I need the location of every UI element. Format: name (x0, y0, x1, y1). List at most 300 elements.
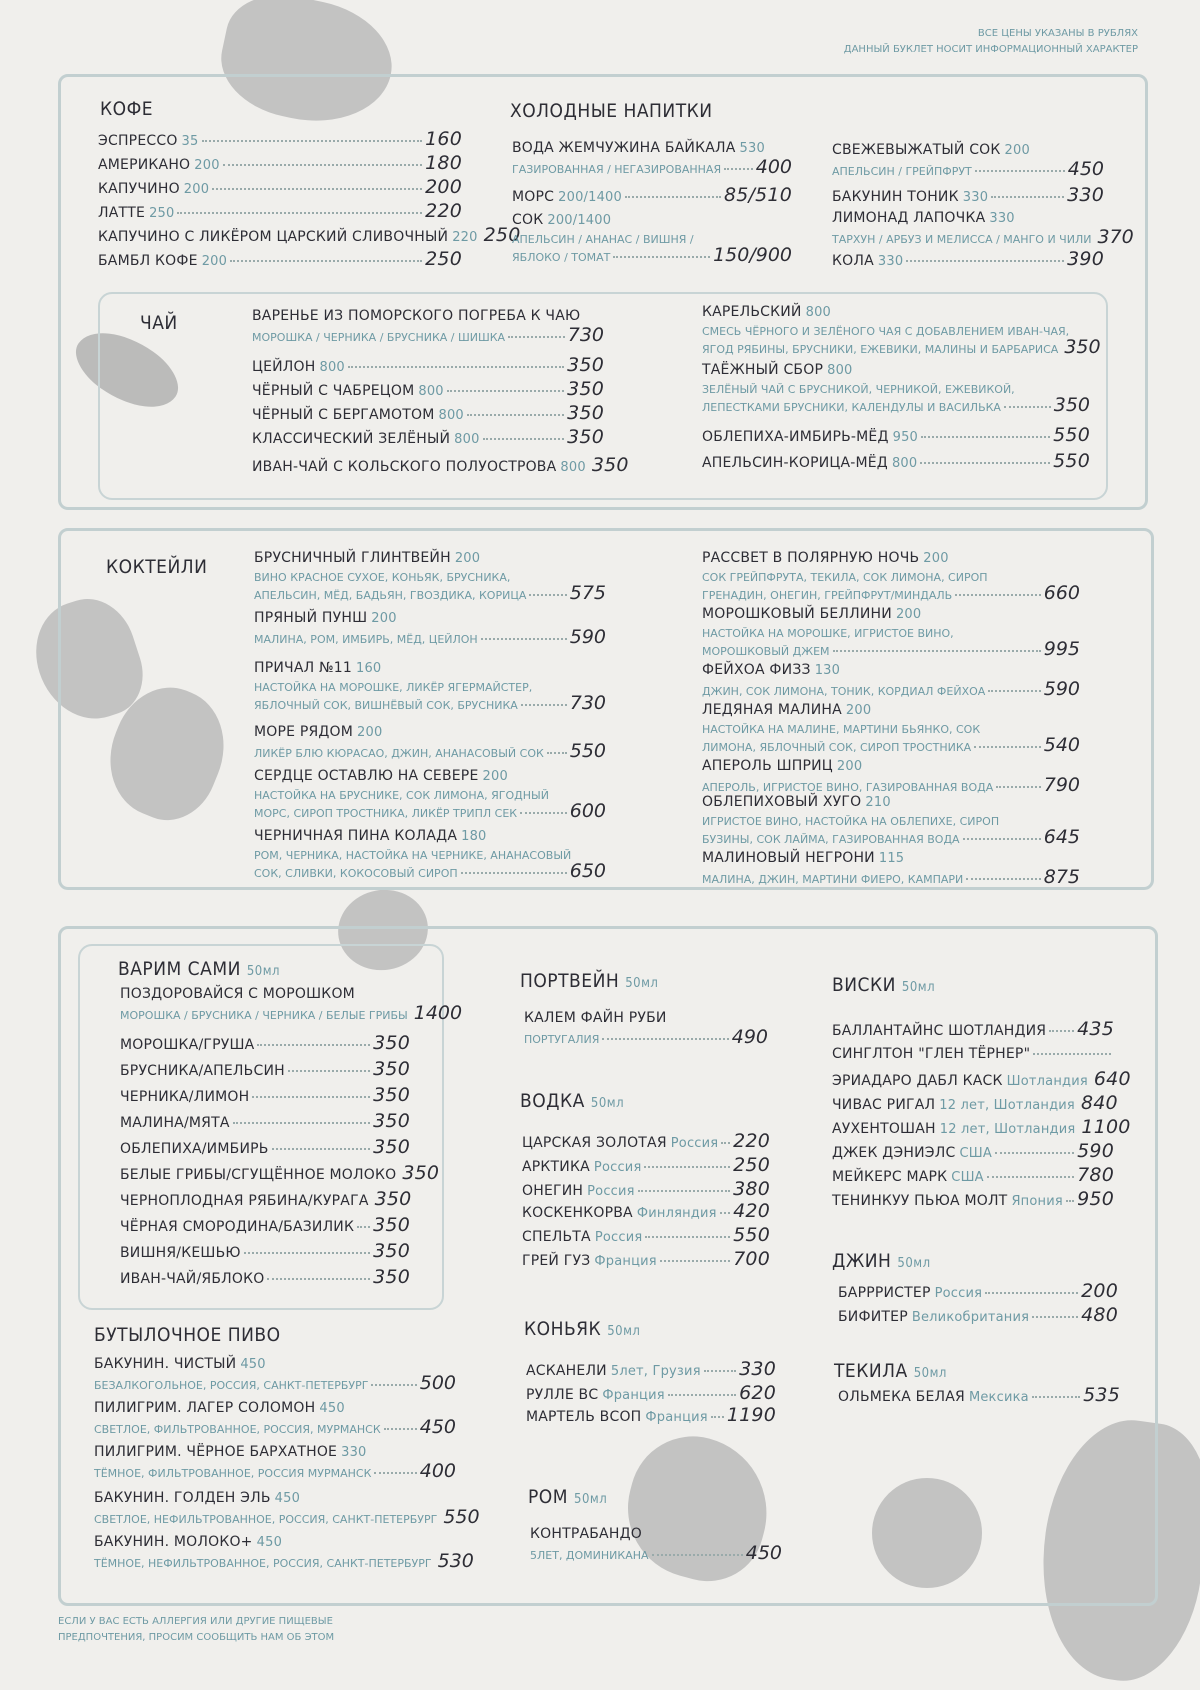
gin-item (838, 1304, 1118, 1326)
whisky-item (832, 1092, 1118, 1114)
dot-leader (202, 140, 423, 142)
item-name: АУХЕНТОШАН (832, 1121, 936, 1137)
item-volume: 115 (878, 851, 905, 866)
item-name: ЧИВАС РИГАЛ (832, 1097, 936, 1113)
item-name: МЕЙКЕРС МАРК (832, 1169, 948, 1185)
item-name: БАКУНИН ТОНИК (832, 189, 959, 205)
item-volume: 330 (989, 211, 1015, 226)
cocktails-item (254, 768, 606, 784)
tea-item (252, 426, 604, 448)
item-volume: 200 (201, 254, 228, 269)
dot-leader (1033, 1053, 1111, 1055)
item-volume: 200 (923, 551, 949, 566)
item-description: СОК ГРЕЙПФРУТА, ТЕКИЛА, СОК ЛИМОНА, СИРОП (702, 571, 988, 584)
item-name: БАКУНИН. ЧИСТЫЙ (94, 1356, 237, 1372)
tequila-title: ТЕКИЛА 50мл (834, 1360, 947, 1382)
item-volume: 200 (836, 759, 863, 774)
item-price: 400 (419, 1460, 456, 1482)
item-price: 730 (569, 692, 606, 714)
whisky-item (832, 1140, 1114, 1162)
item-price: 500 (419, 1372, 456, 1394)
dot-leader (660, 1260, 730, 1262)
beer-item (94, 1490, 456, 1506)
item-description-row (252, 324, 604, 346)
vodka-item (522, 1200, 770, 1222)
item-description: МАЛИНА, ДЖИН, МАРТИНИ ФИЕРО, КАМПАРИ (702, 873, 964, 886)
beer-item (94, 1400, 456, 1416)
item-description: ЛИМОНА, ЯБЛОЧНЫЙ СОК, СИРОП ТРОСТНИКА (702, 741, 972, 754)
dot-leader (644, 1166, 730, 1168)
tea-item (252, 354, 604, 376)
tea-item (702, 450, 1090, 472)
item-name: МАЛИНА/МЯТА (120, 1115, 230, 1131)
whisky-item (832, 1116, 1131, 1138)
item-price: 250 (483, 224, 521, 246)
item-name: ОБЛЕПИХОВЫЙ ХУГО (702, 794, 862, 810)
item-price: 220 (425, 200, 462, 222)
item-description-row (254, 626, 606, 648)
cold-title: ХОЛОДНЫЕ НАПИТКИ (510, 100, 713, 122)
cocktails-item (702, 662, 1080, 678)
dot-leader (833, 650, 1041, 652)
dot-leader (483, 438, 565, 440)
vodka-item (522, 1224, 770, 1246)
item-price: 640 (1093, 1068, 1131, 1090)
item-name: АПЕЛЬСИН-КОРИЦА-МЁД (702, 455, 888, 471)
item-name: ТАЁЖНЫЙ СБОР (702, 362, 824, 378)
item-volume: 330 (341, 1445, 367, 1460)
cognac-item (526, 1382, 776, 1404)
dot-leader (520, 812, 567, 814)
item-name: ПРИЧАЛ №11 (254, 660, 352, 676)
dot-leader (724, 168, 753, 170)
item-description: ЛЕПЕСТКАМИ БРУСНИКИ, КАЛЕНДУЛЫ И ВАСИЛЬКА (702, 401, 1001, 414)
item-volume: Россия (587, 1184, 635, 1199)
item-volume: 210 (865, 795, 891, 810)
item-price: 590 (1077, 1140, 1114, 1162)
dot-leader (974, 746, 1041, 748)
item-volume: 200/1400 (558, 190, 623, 205)
item-name: КОЛА (832, 253, 874, 269)
item-name: ОНЕГИН (522, 1183, 584, 1199)
item-name: ЧЁРНЫЙ С ЧАБРЕЦОМ (252, 383, 415, 399)
item-name: АРКТИКА (522, 1159, 590, 1175)
item-name: КАЛЕМ ФАЙН РУБИ (524, 1010, 667, 1026)
tea-item (702, 424, 1090, 446)
item-volume: 200 (183, 182, 210, 197)
dot-leader (963, 838, 1041, 840)
item-name: ТЕНИНКУУ ПЬЮА МОЛТ (832, 1193, 1008, 1209)
item-price: 480 (1081, 1304, 1118, 1326)
item-price: 350 (373, 1266, 410, 1288)
item-price: 600 (569, 800, 606, 822)
item-volume: 800 (418, 384, 444, 399)
item-name: СИНГЛТОН "ГЛЕН ТЁРНЕР" (832, 1046, 1031, 1062)
homemade-item (120, 1162, 440, 1184)
dot-leader (529, 594, 566, 596)
item-volume: 450 (256, 1535, 283, 1550)
item-description-row (94, 1506, 480, 1528)
footer-note: ЕСЛИ У ВАС ЕСТЬ АЛЛЕРГИЯ ИЛИ ДРУГИЕ ПИЩЕВЫЕ ПРЕДПОЧТЕНИЯ, ПРОСИМ СООБЩИТЬ НАМ ОБ ЭТОМ (58, 1616, 335, 1643)
item-volume: Мексика (968, 1390, 1029, 1405)
cocktails-item (254, 660, 606, 676)
whisky-item (832, 1068, 1131, 1090)
item-price: 400 (755, 156, 792, 178)
item-name: ПРЯНЫЙ ПУНШ (254, 610, 368, 626)
item-volume: 200 (482, 769, 508, 784)
item-volume: 12 лет, Шотландия (939, 1098, 1075, 1113)
item-name: БАКУНИН. МОЛОКО+ (94, 1534, 253, 1550)
item-description: ЯБЛОЧНЫЙ СОК, ВИШНЁВЫЙ СОК, БРУСНИКА (254, 699, 518, 712)
item-price: 840 (1080, 1092, 1118, 1114)
dot-leader (995, 1152, 1074, 1154)
dot-leader (177, 212, 422, 214)
cocktails-title: КОКТЕЙЛИ (106, 556, 208, 578)
item-name: АМЕРИКАНО (98, 157, 191, 173)
item-price: 780 (1077, 1164, 1114, 1186)
port-title: ПОРТВЕЙН 50мл (520, 970, 659, 992)
item-name: РУЛЛЕ ВС (526, 1387, 599, 1403)
item-price: 1100 (1081, 1116, 1131, 1138)
item-name: АСКАНЕЛИ (526, 1363, 607, 1379)
cocktails-item (254, 550, 606, 566)
item-name: МАЛИНОВЫЙ НЕГРОНИ (702, 850, 875, 866)
cold-item (832, 210, 1104, 226)
item-price: 645 (1043, 826, 1080, 848)
item-description-row (94, 1460, 456, 1482)
dot-leader (625, 196, 721, 198)
item-description-row (832, 158, 1104, 180)
item-description-row (530, 1542, 782, 1564)
dot-leader (652, 1554, 743, 1556)
homemade-item (120, 1266, 410, 1288)
item-description-row (254, 692, 606, 714)
item-name: ПОЗДОРОВАЙСЯ С МОРОШКОМ (120, 986, 355, 1002)
item-price: 350 (567, 426, 604, 448)
dot-leader (955, 594, 1041, 596)
item-volume: 180 (461, 829, 487, 844)
item-volume: Япония (1011, 1194, 1063, 1209)
item-price: 350 (373, 1058, 410, 1080)
item-description: НАСТОЙКА НА МОРОШКЕ, ИГРИСТОЕ ВИНО, (702, 627, 954, 640)
item-price: 330 (739, 1358, 776, 1380)
dot-leader (613, 256, 710, 258)
item-price: 590 (569, 626, 606, 648)
item-price: 450 (419, 1416, 456, 1438)
item-name: МОРОШКА/ГРУША (120, 1037, 255, 1053)
item-price: 550 (733, 1224, 770, 1246)
item-price: 350 (591, 454, 629, 476)
cold-item (512, 140, 792, 156)
item-name: ПИЛИГРИМ. ЛАГЕР СОЛОМОН (94, 1400, 316, 1416)
item-price: 350 (373, 1240, 410, 1262)
item-description: АПЕЛЬСИН / ГРЕЙПФРУТ (832, 165, 972, 178)
homemade-item (120, 1058, 410, 1080)
item-price: 650 (569, 860, 606, 882)
item-description-row (702, 678, 1080, 700)
item-name: КОСКЕНКОРВА (522, 1205, 633, 1221)
dot-leader (481, 638, 567, 640)
item-volume: 200 (454, 551, 481, 566)
whisky-title: ВИСКИ 50мл (832, 974, 936, 996)
item-name: ЧЕРНИКА/ЛИМОН (120, 1089, 250, 1105)
item-name: ЛИМОНАД ЛАПОЧКА (832, 210, 986, 226)
dot-leader (374, 1472, 416, 1474)
item-description-row (702, 866, 1080, 888)
dot-leader (987, 1176, 1074, 1178)
item-price: 150/900 (713, 244, 792, 266)
item-volume: США (951, 1170, 984, 1185)
item-volume: 450 (319, 1401, 345, 1416)
item-name: КЛАССИЧЕСКИЙ ЗЕЛЁНЫЙ (252, 431, 451, 447)
vodka-item (522, 1248, 770, 1270)
dot-leader (638, 1190, 730, 1192)
dot-leader (921, 436, 1050, 438)
item-price: 995 (1043, 638, 1080, 660)
item-volume: 250 (149, 206, 175, 221)
item-name: ЛАТТЕ (98, 205, 146, 221)
item-volume: 200 (845, 703, 872, 718)
item-description: ЗЕЛЁНЫЙ ЧАЙ С БРУСНИКОЙ, ЧЕРНИКОЙ, ЕЖЕВИКОЙ, (702, 383, 1015, 396)
item-price: 350 (567, 402, 604, 424)
homemade-item (120, 1084, 410, 1106)
dot-leader (988, 690, 1040, 692)
item-name: ИВАН-ЧАЙ С КОЛЬСКОГО ПОЛУОСТРОВА (252, 459, 557, 475)
item-name: СЕРДЦЕ ОСТАВЛЮ НА СЕВЕРЕ (254, 768, 479, 784)
item-price: 535 (1083, 1384, 1120, 1406)
dot-leader (991, 196, 1064, 198)
item-description-row (702, 638, 1080, 660)
item-name: КОНТРАБАНДО (530, 1526, 642, 1542)
item-description: МАЛИНА, РОМ, ИМБИРЬ, МЁД, ЦЕЙЛОН (254, 633, 478, 646)
item-price: 380 (733, 1178, 770, 1200)
coffee-item (98, 152, 462, 174)
item-price: 450 (1067, 158, 1104, 180)
item-price: 875 (1043, 866, 1080, 888)
item-description: АПЕРОЛЬ, ИГРИСТОЕ ВИНО, ГАЗИРОВАННАЯ ВОДА (702, 781, 994, 794)
dot-leader (996, 786, 1040, 788)
port-item (524, 1010, 768, 1026)
dot-leader (547, 752, 567, 754)
item-price: 550 (1053, 450, 1090, 472)
dot-leader (1004, 406, 1051, 408)
item-volume: 330 (962, 190, 989, 205)
item-price: 250 (425, 248, 462, 270)
item-description-row (254, 800, 606, 822)
item-name: БАКУНИН. ГОЛДЕН ЭЛЬ (94, 1490, 271, 1506)
item-price: 200 (1081, 1280, 1118, 1302)
item-volume: 220 (452, 230, 478, 245)
item-description: СМЕСЬ ЧЁРНОГО И ЗЕЛЁНОГО ЧАЯ С ДОБАВЛЕНИЕМ ИВАН-ЧАЯ, (702, 325, 1070, 338)
item-description: НАСТОЙКА НА БРУСНИКЕ, СОК ЛИМОНА, ЯГОДНЫЙ (254, 789, 549, 802)
item-price: 730 (567, 324, 604, 346)
homemade-item (120, 1214, 410, 1236)
item-description-row (120, 1002, 463, 1024)
item-price: 370 (1097, 226, 1134, 248)
coffee-item (98, 200, 462, 222)
cold-item (832, 248, 1104, 270)
item-volume: Финляндия (636, 1206, 717, 1221)
item-name: ЭРИАДАРО ДАБЛ КАСК (832, 1073, 1003, 1089)
item-volume: 800 (454, 432, 480, 447)
item-volume: Россия (594, 1230, 643, 1245)
cocktails-item (702, 606, 1080, 622)
dot-leader (267, 1278, 370, 1280)
dot-leader (1066, 1200, 1074, 1202)
item-name: БИФИТЕР (838, 1309, 908, 1325)
item-description: НАСТОЙКА НА МОРОШКЕ, ЛИКЁР ЯГЕРМАЙСТЕР, (254, 681, 533, 694)
item-name: ГРЕЙ ГУЗ (522, 1253, 591, 1269)
item-volume: 200/1400 (547, 213, 612, 228)
item-name: КАПУЧИНО С ЛИКЁРОМ ЦАРСКИЙ СЛИВОЧНЫЙ (98, 229, 449, 245)
tea-title: ЧАЙ (140, 312, 178, 334)
cold-item (832, 184, 1104, 206)
item-price: 350 (402, 1162, 440, 1184)
item-description-row (94, 1550, 474, 1572)
tequila-item (838, 1384, 1120, 1406)
cocktails-item (254, 724, 606, 740)
item-volume: 12 лет, Шотландия (939, 1122, 1076, 1137)
item-price: 420 (733, 1200, 770, 1222)
item-description: СВЕТЛОЕ, ФИЛЬТРОВАННОЕ, РОССИЯ, МУРМАНСК (94, 1423, 381, 1436)
item-description: МОРС, СИРОП ТРОСТНИКА, ЛИКЁР ТРИПЛ СЕК (254, 807, 518, 820)
dot-leader (447, 390, 564, 392)
item-volume: 200 (1004, 143, 1030, 158)
item-name: ЧЁРНАЯ СМОРОДИНА/БАЗИЛИК (120, 1219, 355, 1235)
whisky-item (832, 1046, 1114, 1062)
dot-leader (508, 336, 565, 338)
tea-item (252, 454, 629, 476)
item-description: ИГРИСТОЕ ВИНО, НАСТОЙКА НА ОБЛЕПИХЕ, СИРОП (702, 815, 1000, 828)
homemade-item (120, 1188, 410, 1210)
item-volume: 35 (181, 134, 199, 149)
dot-leader (288, 1070, 370, 1072)
tea-item (252, 308, 604, 324)
item-volume: Шотландия (1006, 1074, 1088, 1089)
item-description: РОМ, ЧЕРНИКА, НАСТОЙКА НА ЧЕРНИКЕ, АНАНАСОВЫЙ (254, 849, 572, 862)
cocktails-item (702, 702, 1080, 718)
item-price: 550 (443, 1506, 480, 1528)
cocktails-item (702, 850, 1080, 866)
coffee-item (98, 248, 462, 270)
dot-leader (645, 1236, 730, 1238)
dot-leader (975, 170, 1065, 172)
item-volume: Франция (602, 1388, 665, 1403)
item-price: 590 (1043, 678, 1080, 700)
dot-leader (461, 872, 567, 874)
cognac-item (526, 1358, 776, 1380)
item-description-row (702, 394, 1090, 416)
item-volume: Россия (593, 1160, 642, 1175)
item-price: 550 (1053, 424, 1090, 446)
vodka-title: ВОДКА 50мл (520, 1090, 625, 1112)
item-volume: 200 (895, 607, 922, 622)
vodka-item (522, 1130, 770, 1152)
item-price: 550 (569, 740, 606, 762)
item-price: 350 (373, 1110, 410, 1132)
item-volume: 330 (877, 254, 904, 269)
cognac-item (526, 1404, 776, 1426)
item-volume: 800 (891, 456, 918, 471)
item-name: МАРТЕЛЬ ВСОП (526, 1409, 642, 1425)
item-price: 180 (425, 152, 462, 174)
dot-leader (711, 1416, 724, 1418)
beer-title: БУТЫЛОЧНОЕ ПИВО (94, 1324, 281, 1346)
item-price: 620 (739, 1382, 776, 1404)
item-price: 350 (1064, 336, 1101, 358)
dot-leader (348, 366, 564, 368)
item-price: 160 (425, 128, 462, 150)
item-description: ГАЗИРОВАННАЯ / НЕГАЗИРОВАННАЯ (512, 163, 722, 176)
homemade-item (120, 1110, 410, 1132)
item-description: АПЕЛЬСИН, МЁД, БАДЬЯН, ГВОЗДИКА, КОРИЦА (254, 589, 527, 602)
item-description: ЛИКЁР БЛЮ КЮРАСАО, ДЖИН, АНАНАСОВЫЙ СОК (254, 747, 544, 760)
item-description-row (94, 1372, 456, 1394)
item-description: 5ЛЕТ, ДОМИНИКАНА (530, 1549, 649, 1562)
tea-item (702, 304, 1090, 320)
item-price: 540 (1043, 734, 1080, 756)
item-price: 350 (567, 354, 604, 376)
item-name: БРУСНИКА/АПЕЛЬСИН (120, 1063, 285, 1079)
gin-item (838, 1280, 1118, 1302)
item-name: БАЛЛАНТАЙНС ШОТЛАНДИЯ (832, 1023, 1047, 1039)
item-name: БАРРРИСТЕР (838, 1285, 931, 1301)
item-name: ОБЛЕПИХА/ИМБИРЬ (120, 1141, 269, 1157)
item-volume: 530 (739, 141, 765, 156)
dot-leader (668, 1394, 736, 1396)
coffee-title: КОФЕ (100, 98, 154, 120)
item-description-row (702, 774, 1080, 796)
item-name: КАРЕЛЬСКИЙ (702, 304, 802, 320)
item-volume: 800 (319, 360, 345, 375)
item-price: 250 (733, 1154, 770, 1176)
cold-item (832, 142, 1104, 158)
item-description-row (702, 336, 1101, 358)
dot-leader (257, 1044, 370, 1046)
dot-leader (233, 1122, 371, 1124)
item-price: 350 (1053, 394, 1090, 416)
item-price: 790 (1043, 774, 1080, 796)
dot-leader (704, 1370, 736, 1372)
cocktails-item (254, 610, 606, 626)
item-name: МОРЕ РЯДОМ (254, 724, 354, 740)
dot-leader (521, 704, 567, 706)
dot-leader (602, 1038, 728, 1040)
tea-item (252, 378, 604, 400)
cocktails-item (702, 794, 1080, 810)
item-price: 435 (1077, 1018, 1114, 1040)
item-description: МОРОШКА / ЧЕРНИКА / БРУСНИКА / ШИШКА (252, 331, 506, 344)
item-price: 330 (1067, 184, 1104, 206)
item-price: 450 (745, 1542, 782, 1564)
item-volume: Франция (645, 1410, 708, 1425)
item-name: ВИШНЯ/КЕШЬЮ (120, 1245, 241, 1261)
item-volume: США (959, 1146, 992, 1161)
dot-leader (212, 188, 422, 190)
item-description-row (254, 740, 606, 762)
item-price: 490 (731, 1026, 768, 1048)
dot-leader (244, 1252, 370, 1254)
item-description: ЯБЛОКО / ТОМАТ (512, 251, 611, 264)
item-name: ЧЕРНОПЛОДНАЯ РЯБИНА/КУРАГА (120, 1193, 369, 1209)
item-name: СВЕЖЕВЫЖАТЫЙ СОК (832, 142, 1001, 158)
item-price: 220 (733, 1130, 770, 1152)
homemade-item (120, 1136, 410, 1158)
item-volume: 800 (438, 408, 464, 423)
item-description: БУЗИНЫ, СОК ЛАЙМА, ГАЗИРОВАННАЯ ВОДА (702, 833, 960, 846)
item-description-row (702, 734, 1080, 756)
dot-leader (357, 1226, 370, 1228)
